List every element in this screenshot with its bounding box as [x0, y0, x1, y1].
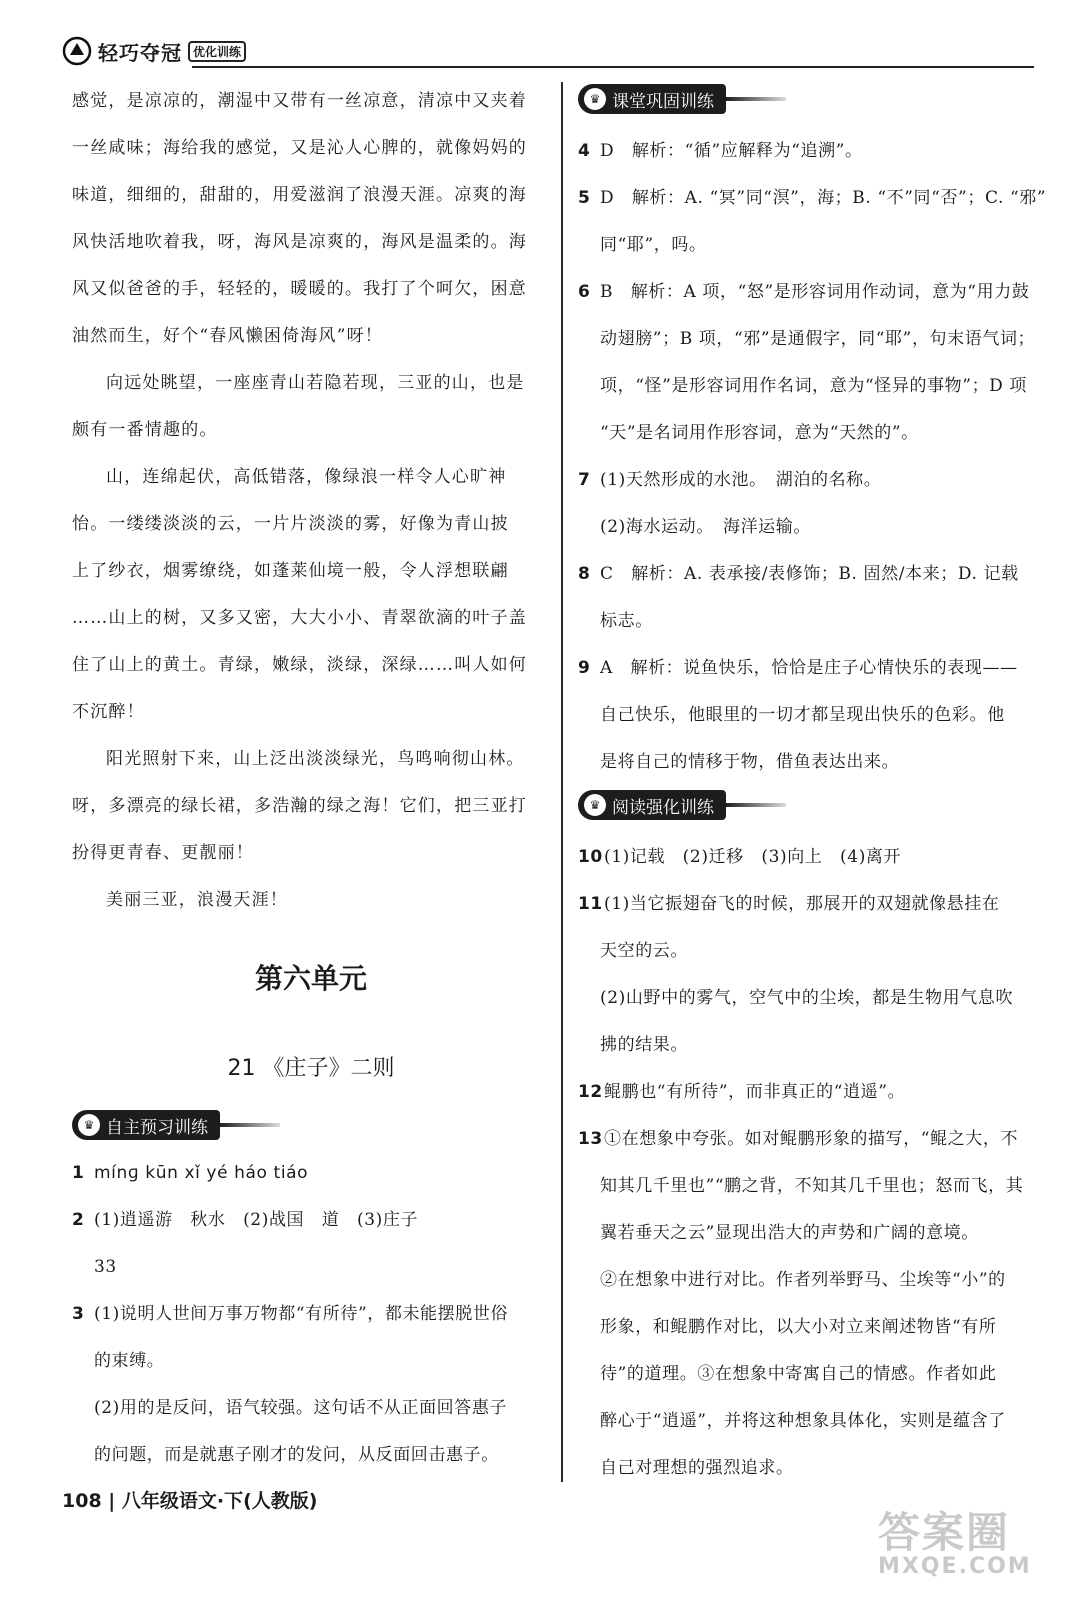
answer-continuation: 同“耶”，吗。	[600, 235, 707, 255]
answer-number: 3	[72, 1304, 85, 1324]
answer-item	[578, 128, 1058, 175]
book-subject: 八年级语文·下(人教版)	[121, 1490, 318, 1512]
answer-text: (1)说明人世间万事万物都“有所待”，都未能摆脱世俗	[94, 1304, 509, 1324]
answer-continuation: 醉心于“逍遥”，并将这种想象具体化，实则是蕴含了	[600, 1411, 1006, 1431]
answer-continuation: 形象，和鲲鹏作对比，以大小对立来阐述物皆“有所	[600, 1317, 997, 1337]
essay-line: 上了纱衣，烟雾缭绕，如蓬莱仙境一般，令人浮想联翩	[72, 561, 509, 581]
essay-line: 向远处眺望，一座座青山若隐若现，三亚的山，也是	[106, 373, 525, 393]
answer-number: 1	[72, 1163, 85, 1183]
answer-number: 5	[578, 188, 591, 208]
section-rule	[726, 803, 786, 807]
answer-continuation: 拂的结果。	[600, 1035, 688, 1055]
essay-paragraph-2	[72, 360, 550, 454]
answer-item	[72, 1197, 550, 1244]
answer-continuation: 的问题，而是就惠子刚才的发问，从反面回击惠子。	[94, 1445, 499, 1465]
essay-line: 一丝咸味；海给我的感觉，又是沁人心脾的，就像妈妈的	[72, 138, 527, 158]
brand-logo	[62, 34, 246, 68]
page-footer	[62, 1486, 317, 1513]
watermark	[878, 1500, 1058, 1596]
answer-text: D 解析：A. “冥”同“溟”，海；B. “不”同“否”；C. “邪”	[600, 188, 1047, 208]
answer-number: 2	[72, 1210, 85, 1230]
answer-item	[578, 551, 1058, 598]
answer-text: (1)当它振翅奋飞的时候，那展开的双翅就像悬挂在	[604, 894, 1000, 914]
essay-line: 阳光照射下来，山上泛出淡淡绿光，鸟鸣响彻山林。	[106, 749, 525, 769]
page-header	[62, 32, 1034, 74]
essay-line: 山，连绵起伏，高低错落，像绿浪一样令人心旷神	[106, 467, 507, 487]
answer-item	[578, 457, 1058, 504]
answer-text: (1)记载 (2)迁移 (3)向上 (4)离开	[604, 847, 902, 867]
answer-number: 7	[578, 470, 591, 490]
answer-text: mínɡ kūn xǐ yé háo tiáo	[94, 1163, 309, 1183]
essay-line: 颇有一番情趣的。	[72, 420, 218, 440]
header-rule	[192, 66, 1034, 68]
answer-text: (1)天然形成的水池。 湖泊的名称。	[600, 470, 882, 490]
answer-continuation: 是将自己的情移于物，借鱼表达出来。	[600, 752, 900, 772]
section-heading	[578, 84, 726, 114]
answer-continuation: ②在想象中进行对比。作者列举野马、尘埃等“小”的	[600, 1270, 1006, 1290]
answer-item	[578, 834, 1058, 881]
watermark-logo: 答案圈	[878, 1508, 1011, 1557]
page-number: 108	[62, 1490, 102, 1512]
essay-line: ……山上的树，又多又密，大大小小、青翠欲滴的叶子盖	[72, 608, 527, 628]
right-column	[578, 78, 1058, 1492]
essay-line: 感觉，是凉凉的，潮湿中又带有一丝凉意，清凉中又夹着	[72, 91, 527, 111]
essay-line: 住了山上的黄土。青绿，嫩绿，淡绿，深绿……叫人如何	[72, 655, 527, 675]
footer-separator: |	[108, 1490, 122, 1512]
answer-text: 鲲鹏也“有所待”，而非真正的“逍遥”。	[604, 1082, 906, 1102]
answer-continuation: 的束缚。	[94, 1351, 165, 1371]
answer-text: C 解析：A. 表承接/表修饰；B. 固然/本来；D. 记载	[600, 564, 1019, 584]
answer-continuation: 标志。	[600, 611, 653, 631]
crown-icon: ♛	[78, 1114, 100, 1136]
essay-paragraph-1	[72, 78, 550, 360]
essay-line: 扮得更青春、更靓丽！	[72, 843, 254, 863]
crown-icon: ♛	[584, 794, 606, 816]
answer-number: 13	[578, 1129, 603, 1149]
crown-icon: ♛	[584, 88, 606, 110]
section-rule	[726, 97, 786, 101]
answer-continuation: “天”是名词用作形容词，意为“天然的”。	[600, 423, 919, 443]
essay-paragraph-4	[72, 736, 550, 877]
answer-text: (1)逍遥游 秋水 (2)战国 道 (3)庄子	[94, 1210, 419, 1230]
answer-item	[72, 1150, 550, 1197]
answer-continuation: 自己对理想的强烈追求。	[600, 1458, 794, 1478]
watermark-url: MXQE.COM	[878, 1554, 1032, 1579]
answer-continuation: 动翅膀”；B 项，“邪”是通假字，同“耶”，句末语气词；	[600, 329, 1036, 349]
answer-continuation: 翼若垂天之云”显现出浩大的声势和广阔的意境。	[600, 1223, 979, 1243]
essay-line: 风又似爸爸的手，轻轻的，暖暖的。我打了个呵欠，困意	[72, 279, 527, 299]
answer-continuation: (2)海水运动。 海洋运输。	[600, 517, 811, 537]
brand-badge: 优化训练	[188, 41, 246, 62]
essay-line: 美丽三亚，浪漫天涯！	[106, 890, 288, 910]
answer-text: ①在想象中夸张。如对鲲鹏形象的描写，“鲲之大，不	[604, 1129, 1019, 1149]
column-divider	[561, 82, 563, 1482]
brand-mark-icon	[62, 36, 92, 66]
essay-line: 味道，细细的，甜甜的，用爱滋润了浪漫天涯。凉爽的海	[72, 185, 527, 205]
essay-line: 油然而生，好个“春风懒困倚海风”呀！	[72, 326, 383, 346]
section-rule	[220, 1123, 280, 1127]
answer-item	[578, 1116, 1058, 1163]
answer-item	[578, 269, 1058, 316]
answer-continuation: 自己快乐，他眼里的一切才都呈现出快乐的色彩。他	[600, 705, 1005, 725]
section-heading	[72, 1110, 220, 1140]
answer-number: 6	[578, 282, 591, 302]
answer-continuation: 待”的道理。③在想象中寄寓自己的情感。作者如此	[600, 1364, 997, 1384]
essay-line: 风快活地吹着我，呀，海风是凉爽的，海风是温柔的。海	[72, 232, 527, 252]
section-heading-label: 阅读强化训练	[612, 797, 714, 818]
essay-paragraph-3	[72, 454, 550, 736]
unit-title: 第六单元	[254, 962, 367, 995]
answer-item	[578, 645, 1058, 692]
answer-number: 4	[578, 141, 591, 161]
section-reading	[578, 786, 1058, 834]
answer-number: 9	[578, 658, 591, 678]
answer-number: 10	[578, 847, 603, 867]
answer-number: 12	[578, 1082, 603, 1102]
essay-line: 不沉醉！	[72, 702, 145, 722]
essay-line: 呀，多漂亮的绿长裙，多浩瀚的绿之海！它们，把三亚打	[72, 796, 527, 816]
essay-line: 怡。一缕缕淡淡的云，一片片淡淡的雾，好像为青山披	[72, 514, 509, 534]
section-class	[578, 78, 1058, 128]
section-self-study	[72, 1110, 550, 1150]
answer-number: 8	[578, 564, 591, 584]
section-heading-label: 课堂巩固训练	[612, 91, 714, 112]
answer-continuation: 天空的云。	[600, 941, 688, 961]
answer-number: 11	[578, 894, 603, 914]
section-heading-label: 自主预习训练	[106, 1117, 208, 1138]
answer-item	[578, 881, 1058, 928]
answer-continuation: (2)山野中的雾气，空气中的尘埃，都是生物用气息吹	[600, 988, 1014, 1008]
answer-item	[578, 175, 1058, 222]
left-column	[72, 78, 550, 1479]
brand-name: 轻巧夺冠	[98, 40, 182, 65]
answer-continuation: 知其几千里也”“鹏之背，不知其几千里也；怒而飞，其	[600, 1176, 1024, 1196]
essay-paragraph-5	[72, 877, 550, 924]
answer-text: D 解析：“循”应解释为“追溯”。	[600, 141, 863, 161]
answer-text: A 解析：说鱼快乐，恰恰是庄子心情快乐的表现——	[600, 658, 1018, 678]
answer-continuation: 项，“怪”是形容词用作名词，意为“怪异的事物”；D 项	[600, 376, 1027, 396]
answer-item	[72, 1291, 550, 1338]
answer-continuation: 33	[94, 1257, 117, 1277]
answer-item	[578, 1069, 1058, 1116]
lesson-title: 21 《庄子》二则	[227, 1056, 395, 1081]
answer-text: B 解析：A 项，“怒”是形容词用作动词，意为“用力鼓	[600, 282, 1030, 302]
section-heading	[578, 790, 726, 820]
answer-continuation: (2)用的是反问，语气较强。这句话不从正面回答惠子	[94, 1398, 508, 1418]
